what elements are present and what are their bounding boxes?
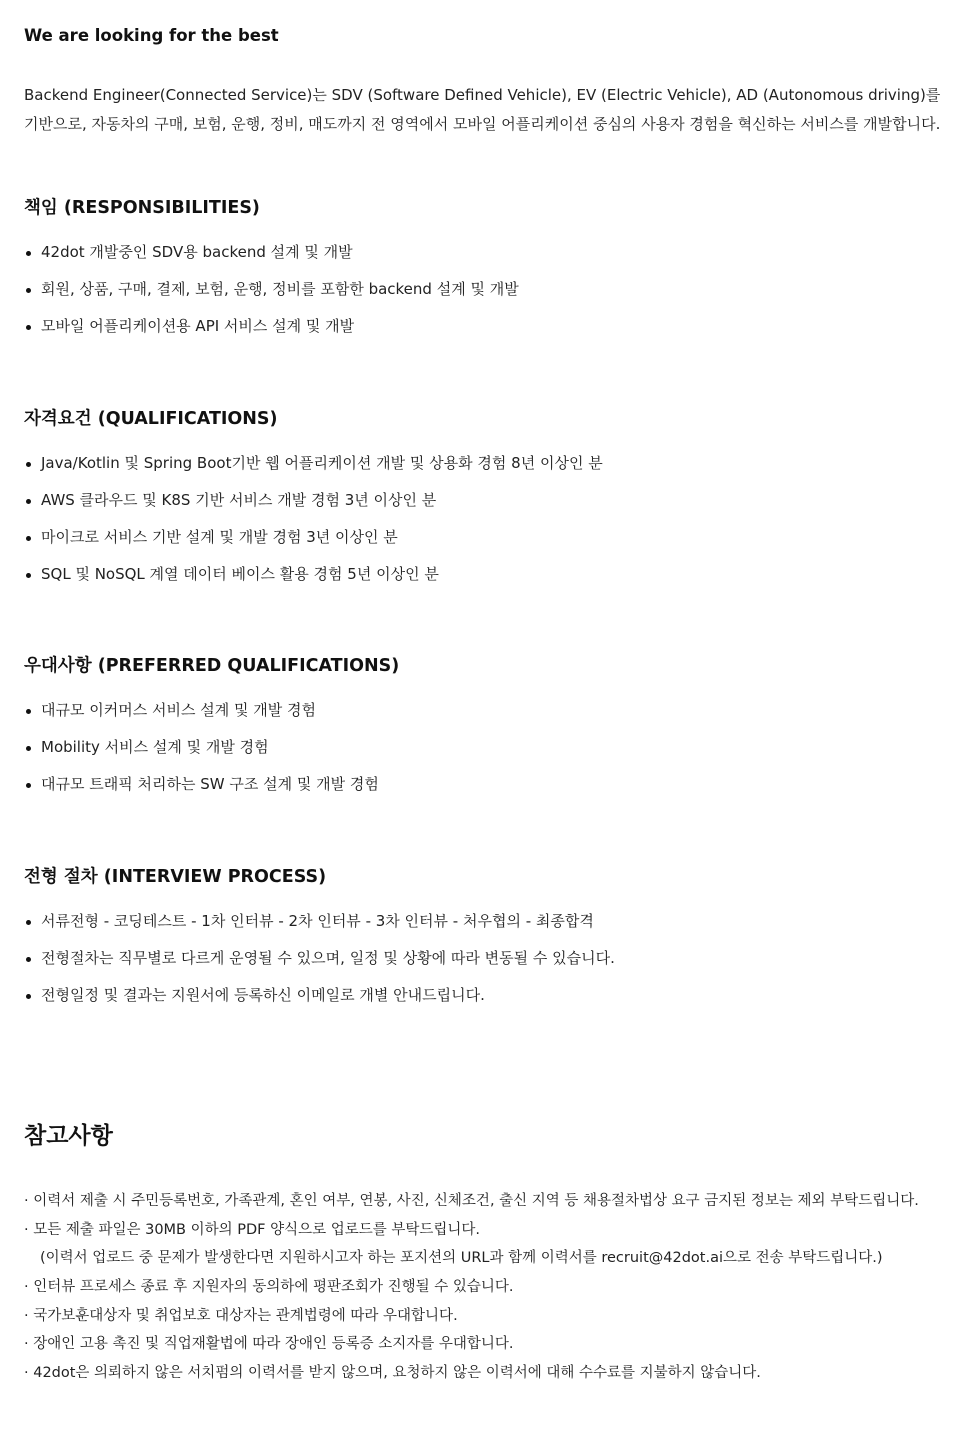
qualifications-list (24, 452, 603, 600)
responsibilities-title: 책임 (RESPONSIBILITIES) (24, 198, 260, 218)
note-item: · 이력서 제출 시 주민등록번호, 가족관계, 혼인 여부, 연봉, 사진, 신체조건, 출신 지역 등 채용절차법상 요구 금지된 정보는 제외 부탁드립니다. (24, 1193, 919, 1209)
list-item: 회원, 상품, 구매, 결제, 보험, 운행, 정비를 포함한 backend 설계 및 개발 (24, 278, 519, 300)
list-item: 마이크로 서비스 기반 설계 및 개발 경험 3년 이상인 분 (24, 526, 603, 548)
responsibilities-list (24, 241, 519, 352)
note-item: · 인터뷰 프로세스 종료 후 지원자의 동의하에 평판조회가 진행될 수 있습니다. (24, 1279, 514, 1296)
list-item: 전형절차는 직무별로 다르게 운영될 수 있으며, 일정 및 상황에 따라 변동될 수 있습니다. (24, 947, 615, 969)
list-item: 전형일정 및 결과는 지원서에 등록하신 이메일로 개별 안내드립니다. (24, 984, 615, 1006)
qualifications-title: 자격요건 (QUALIFICATIONS) (24, 409, 278, 429)
list-item: Java/Kotlin 및 Spring Boot기반 웹 어플리케이션 개발 및 상용화 경험 8년 이상인 분 (24, 452, 603, 474)
note-item: · 모든 제출 파일은 30MB 이하의 PDF 양식으로 업로드를 부탁드립니다. (24, 1221, 481, 1238)
intro-title: We are looking for the best (24, 26, 279, 45)
list-item: 42dot 개발중인 SDV용 backend 설계 및 개발 (24, 241, 519, 263)
note-item: · 42dot은 의뢰하지 않은 서치펌의 이력서를 받지 않으며, 요청하지 않은 이력서에 대해 수수료를 지불하지 않습니다. (24, 1365, 761, 1382)
intro-line-2: 기반으로, 자동차의 구매, 보험, 운행, 정비, 매도까지 전 영역에서 모바일 어플리케이션 중심의 사용자 경험을 혁신하는 서비스를 개발합니다. (24, 115, 941, 133)
list-item: 대규모 트래픽 처리하는 SW 구조 설계 및 개발 경험 (24, 773, 379, 795)
notes-title: 참고사항 (24, 1123, 113, 1149)
list-item: 모바일 어플리케이션용 API 서비스 설계 및 개발 (24, 315, 519, 337)
list-item: 서류전형 - 코딩테스트 - 1차 인터뷰 - 2차 인터뷰 - 3차 인터뷰 - 처우협의 - 최종합격 (24, 910, 615, 932)
intro-line-1: Backend Engineer(Connected Service)는 SDV (Software Defined Vehicle), EV (Electric Vehicle), AD (Autonomous driving)를 (24, 86, 941, 104)
note-item-email: (이력서 업로드 중 문제가 발생한다면 지원하시고자 하는 포지션의 URL과 함께 이력서를 recruit@42dot.ai으로 전송 부탁드립니다.) (40, 1250, 883, 1267)
preferred-list (24, 699, 379, 810)
process-list (24, 910, 615, 1021)
process-title: 전형 절차 (INTERVIEW PROCESS) (24, 867, 327, 887)
list-item: SQL 및 NoSQL 계열 데이터 베이스 활용 경험 5년 이상인 분 (24, 563, 603, 585)
note-item: · 국가보훈대상자 및 취업보호 대상자는 관계법령에 따라 우대합니다. (24, 1307, 458, 1324)
notes-list (24, 1187, 919, 1388)
note-item: · 장애인 고용 촉진 및 직업재활법에 따라 장애인 등록증 소지자를 우대합니다. (24, 1336, 514, 1353)
list-item: 대규모 이커머스 서비스 설계 및 개발 경험 (24, 699, 379, 721)
list-item: AWS 클라우드 및 K8S 기반 서비스 개발 경험 3년 이상인 분 (24, 489, 603, 511)
list-item: Mobility 서비스 설계 및 개발 경험 (24, 736, 379, 758)
preferred-title: 우대사항 (PREFERRED QUALIFICATIONS) (24, 656, 400, 676)
intro-description (24, 81, 944, 139)
